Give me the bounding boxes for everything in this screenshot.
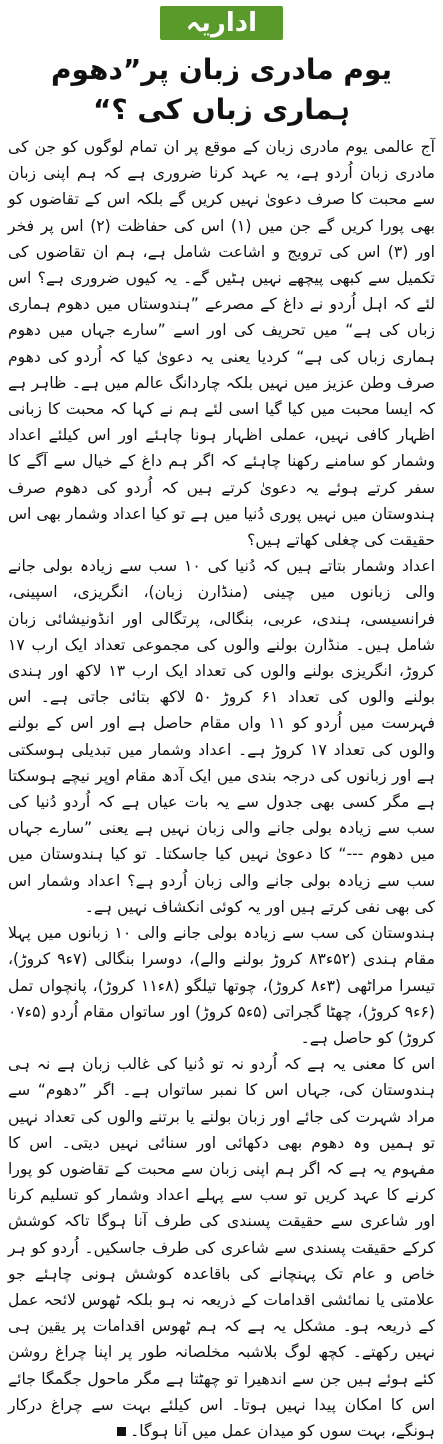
section-tag: اداریہ (160, 6, 283, 40)
editorial-headline: یوم مادری زبان پر”دھوم ہماری زباں کی ؟“ (50, 53, 393, 126)
section-header (8, 0, 435, 40)
paragraph: آج عالمی یوم مادری زبان کے موقع پر ان تمام لوگوں کو جن کی مادری زبان اُردو ہے، یہ عہد کرنا ضروری ہے کہ ہم اپنی زبان سے محبت کا صرف دعویٰ نہیں کریں گے بلکہ اس کے تقاضوں کو بھی پورا کریں گے جن میں (۱) اس کی حفاظت (۲) اس پر فخر اور (۳) اس کی ترویج و اشاعت شامل ہے، ہم ان تقاضوں کی تکمیل سے کبھی پیچھے نہیں ہٹیں گے۔ یہ کیوں ضروری ہے؟ اس لئے کہ اہل اُردو نے داغ کے مصرعے ”ہندوستاں میں دھوم ہماری زباں کی ہے“ میں تحریف کی اور اسے ”سارے جہاں میں دھوم ہماری زباں کی ہے“ کردیا یعنی یہ دعویٰ کیا کہ اُردو کی دھوم صرف وطن عزیز میں نہیں بلکہ چاردانگ عالم میں ہے۔ ظاہر ہے کہ ایسا محبت میں کیا گیا اسی لئے ہم نے کہا کہ محبت کا زبانی اظہار کافی نہیں، عملی اظہار ہونا چاہئے اور اس کیلئے اعداد وشمار کو سامنے رکھنا چاہئے کہ اگر ہم داغ کے خیال سے آگے کا سفر کرتے ہوئے یہ دعویٰ کرتے ہیں کہ اُردو کی دھوم صرف ہندوستان میں نہیں پوری دُنیا میں ہے تو کیا اعداد وشمار بھی اس حقیقت کی چغلی کھاتے ہیں؟ (8, 138, 436, 550)
paragraph: ہندوستان کی سب سے زیادہ بولی جانے والی ۱۰ زبانوں میں پہلا مقام ہندی (۵۲ء۸۳ کروڑ بولنے والے)، دوسرا بنگالی (۷ء۹ کروڑ)، تیسرا مراٹھی (۳ء۸ کروڑ)، چوتھا تیلگو (۸ء۱۱ کروڑ)، پانچواں تمل (۶ء۹ کروڑ)، چھٹا گجراتی (۵ء۵ کروڑ) اور ساتواں مقام اُردو (۵ء۰۷ کروڑ) کو حاصل ہے۔ (8, 924, 436, 1047)
paragraph: اعداد وشمار بتاتے ہیں کہ دُنیا کی ۱۰ سب سے زیادہ بولی جانے والی زبانوں میں چینی (منڈارن زبان)، انگریزی، اسپینی، فرانسیسی، ہندی، عربی، بنگالی، پرتگالی اور انڈونیشائی زبان شامل ہیں۔ منڈارن بولنے والوں کی مجموعی تعداد ایک ارب ۱۷ کروڑ، انگریزی بولنے والوں کی تعداد ایک ارب ۱۳ لاکھ اور ہندی بولنے والوں کی تعداد ۶۱ کروڑ ۵۰ لاکھ بتائی جاتی ہے۔ اس فہرست میں اُردو کو ۱۱ واں مقام حاصل ہے اور اس کے بولنے والوں کی تعداد ۱۷ کروڑ ہے۔ اعداد وشمار میں تبدیلی ہوسکتی ہے اور زبانوں کی درجہ بندی میں ایک آدھ مقام اوپر نیچے ہوسکتا ہے مگر کسی بھی جدول سے یہ بات عیاں ہے کہ اُردو دُنیا کی سب سے زیادہ بولی جانے والی زبان نہیں ہے یعنی ”سارے جہاں میں دھوم ---“ کا دعویٰ نہیں کیا جاسکتا۔ تو کیا ہندوستان میں سب سے زیادہ بولی جانے والی زبان اُردو ہے؟ اعداد وشمار اس کی بھی نفی کرتے ہیں اور یہ کوئی انکشاف نہیں ہے۔ (8, 557, 436, 916)
paragraph-text: اس کا معنی یہ ہے کہ اُردو نہ تو دُنیا کی غالب زبان ہے نہ ہی ہندوستان کی، جہاں اس کا نمبر ساتواں ہے۔ اگر ”دھوم“ سے مراد شہرت کی جائے اور زبان بولنے یا برتنے والوں کی تعداد نہیں تو ہمیں وہ دھوم بھی دکھائی اور سنائی نہیں دیتی۔ اس کا مفہوم یہ ہے کہ اگر ہم اپنی زبان سے محبت کے تقاضوں کو پورا کرنے کا عہد کریں تو سب سے پہلے اعداد وشمار کو تسلیم کرنا اور شاعری سے حقیقت پسندی کی طرف آنا ہوگا تاکہ کوشش کرکے حقیقت پسندی سے شاعری کی طرف جاسکیں۔ اُردو کو ہر خاص و عام تک پہنچانے کی باقاعدہ کوشش ہونی چاہئے جو علامتی یا نمائشی اقدامات کے ذریعہ نہ ہو بلکہ ٹھوس لائحہ عمل کے ذریعہ ہو۔ مشکل یہ ہے کہ ہم ٹھوس اقدامات پر یقین ہی نہیں رکھتے۔ کچھ لوگ بلاشبہ مخلصانہ طور پر اپنا چراغ روشن کئے ہوئے ہیں جن سے اندھیرا تو چھٹتا ہے مگر ماحول جگمگا جائے اس کا امکان پیدا نہیں ہوتا۔ اس کیلئے بہت سے چراغ درکار ہونگے، بہت سوں کو میدان عمل میں آنا ہوگا۔ (8, 1055, 435, 1440)
paragraph-last (8, 1051, 435, 1444)
end-of-article-mark (117, 1427, 126, 1436)
editorial-body (8, 134, 435, 1444)
